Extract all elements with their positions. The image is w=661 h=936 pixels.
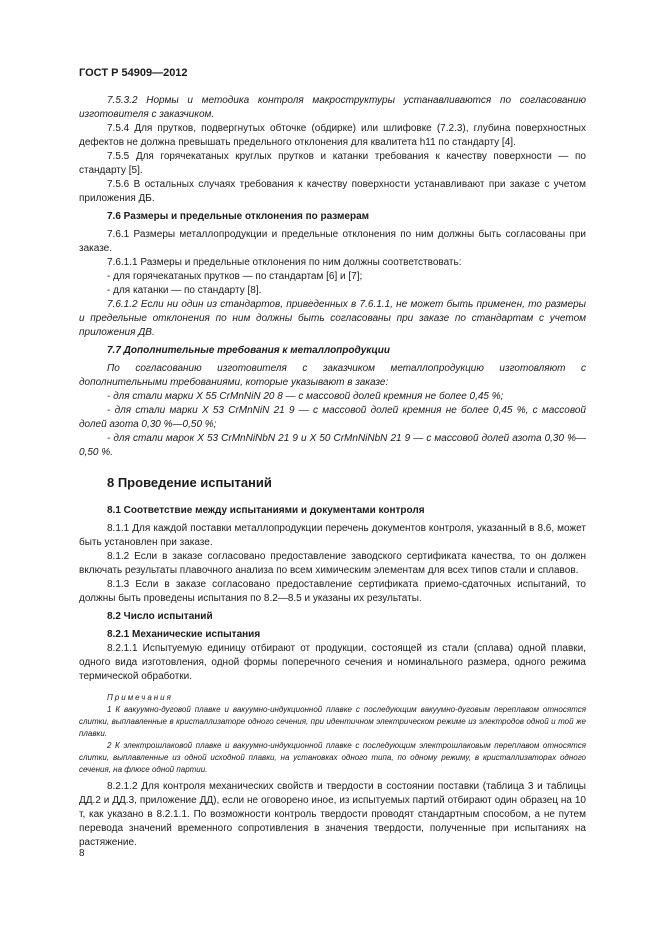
heading-7-7: 7.7 Дополнительные требования к металлопродукции [107,345,390,356]
paragraph-7-5-3-2: 7.5.3.2 Нормы и методика контроля макроструктуры устанавливаются по согласованию изготовителя с заказчиком. [79,95,586,120]
page-number: 8 [79,848,85,859]
heading-8-2: 8.2 Число испытаний [107,611,213,622]
document-header: ГОСТ Р 54909—2012 [79,67,188,79]
list-item: - для стали марки X 55 CrMnNiN 20 8 — с массовой долей кремния не более 0,45 %; [107,391,504,402]
heading-8-2-1: 8.2.1 Механические испытания [107,629,261,640]
paragraph-7-6-1-1: 7.6.1.1 Размеры и предельные отклонения по ним должны соответствовать: [107,257,462,268]
heading-section-8: 8 Проведение испытаний [107,475,272,490]
paragraph-7-6-1-2: 7.6.1.2 Если ни один из стандартов, приведенных в 7.6.1.1, не может быть применен, то размеры и предельные отклонения по ним должны быть согласованы при заказе по стандартам с учетом приложения ДВ. [79,299,586,338]
paragraph-7-6-1: 7.6.1 Размеры металлопродукции и предельные отклонения по ним должны быть согласованы при заказе. [79,229,586,254]
paragraph-8-1-1: 8.1.1 Для каждой поставки металлопродукции перечень документов контроля, указанный в 8.6, может быть установлен при заказе. [79,523,586,548]
paragraph-7-7: По согласованию изготовителя с заказчиком металлопродукцию изготовляют с дополнительными требованиями, которые указывают в заказе: [79,363,586,388]
document-body [79,94,586,850]
list-item: - для горячекатаных прутков — по стандартам [6] и [7]; [107,271,363,282]
paragraph-8-2-1-1: 8.2.1.1 Испытуемую единицу отбирают от продукции, состоящей из стали (сплава) одной плавки, одного вида изготовления, одной формы поперечного сечения и номинального размера, одного режима термической обработки. [79,643,586,682]
note-2: 2 К электрошлаковой плавке и вакуумно-индукционной плавке с последующим электрошлаковым переплавом относятся слитки, выплавленные из одной исходной плавки, на установках одного типа, по одному режиму, в кристаллизаторах одного сечения, на флюсе одной партии. [79,741,586,774]
paragraph-7-5-5: 7.5.5 Для горячекатаных круглых прутков и катанки требования к качеству поверхности — по стандарту [5]. [79,151,586,176]
paragraph-8-1-2: 8.1.2 Если в заказе согласовано предоставление заводского сертификата качества, то он должен включать результаты плавочного анализа по всем химическим элементам для всех типов стали и сплавов. [79,551,586,576]
list-item: - для стали марки X 53 CrMnNiN 21 9 — с массовой долей кремния не более 0,45 %, с массовой долей азота 0,30 %—0,50 %; [79,405,586,430]
heading-8-1: 8.1 Соответствие между испытаниями и документами контроля [107,505,425,516]
paragraph-8-1-3: 8.1.3 Если в заказе согласовано предоставление сертификата приемо-сдаточных испытаний, то должны быть проведены испытания по 8.2—8.5 и указаны их результаты. [79,579,586,604]
heading-7-6: 7.6 Размеры и предельные отклонения по размерам [107,211,370,222]
paragraph-8-2-1-2: 8.2.1.2 Для контроля механических свойств и твердости в состоянии поставки (таблица 3 и таблицы ДД.2 и ДД.3, приложение ДД), если не оговорено иное, из испытуемых партий отбирают один образец на 10 т, как указано в 8.2.1.1. По возможности контроль твердости проводят стандартным способом, а не путем перевода значений временного сопротивления в значения твердости, полученные при испытаниях на растяжение. [79,781,586,848]
note-1: 1 К вакуумно-дуговой плавке и вакуумно-индукционной плавке с последующим вакуумно-дуговым переплавом относятся слитки, выплавленные в кристаллизаторе одного сечения, при идентичном электрическом режиме из электродов одной и той же плавки. [79,705,586,738]
list-item: - для катанки — по стандарту [8]. [107,285,262,296]
paragraph-7-5-4: 7.5.4 Для прутков, подвергнутых обточке (обдирке) или шлифовке (7.2.3), глубина поверхностных дефектов не должна превышать предельного отклонения для квалитета h11 по стандарту [4]. [79,123,586,148]
list-item: - для стали марок X 53 CrMnNiNbN 21 9 и X 50 CrMnNiNbN 21 9 — с массовой долей азота 0,30 %—0,50 %. [79,433,586,458]
notes-title: Примечания [107,693,173,702]
paragraph-7-5-6: 7.5.6 В остальных случаях требования к качеству поверхности устанавливают при заказе с учетом приложения ДБ. [79,179,586,204]
